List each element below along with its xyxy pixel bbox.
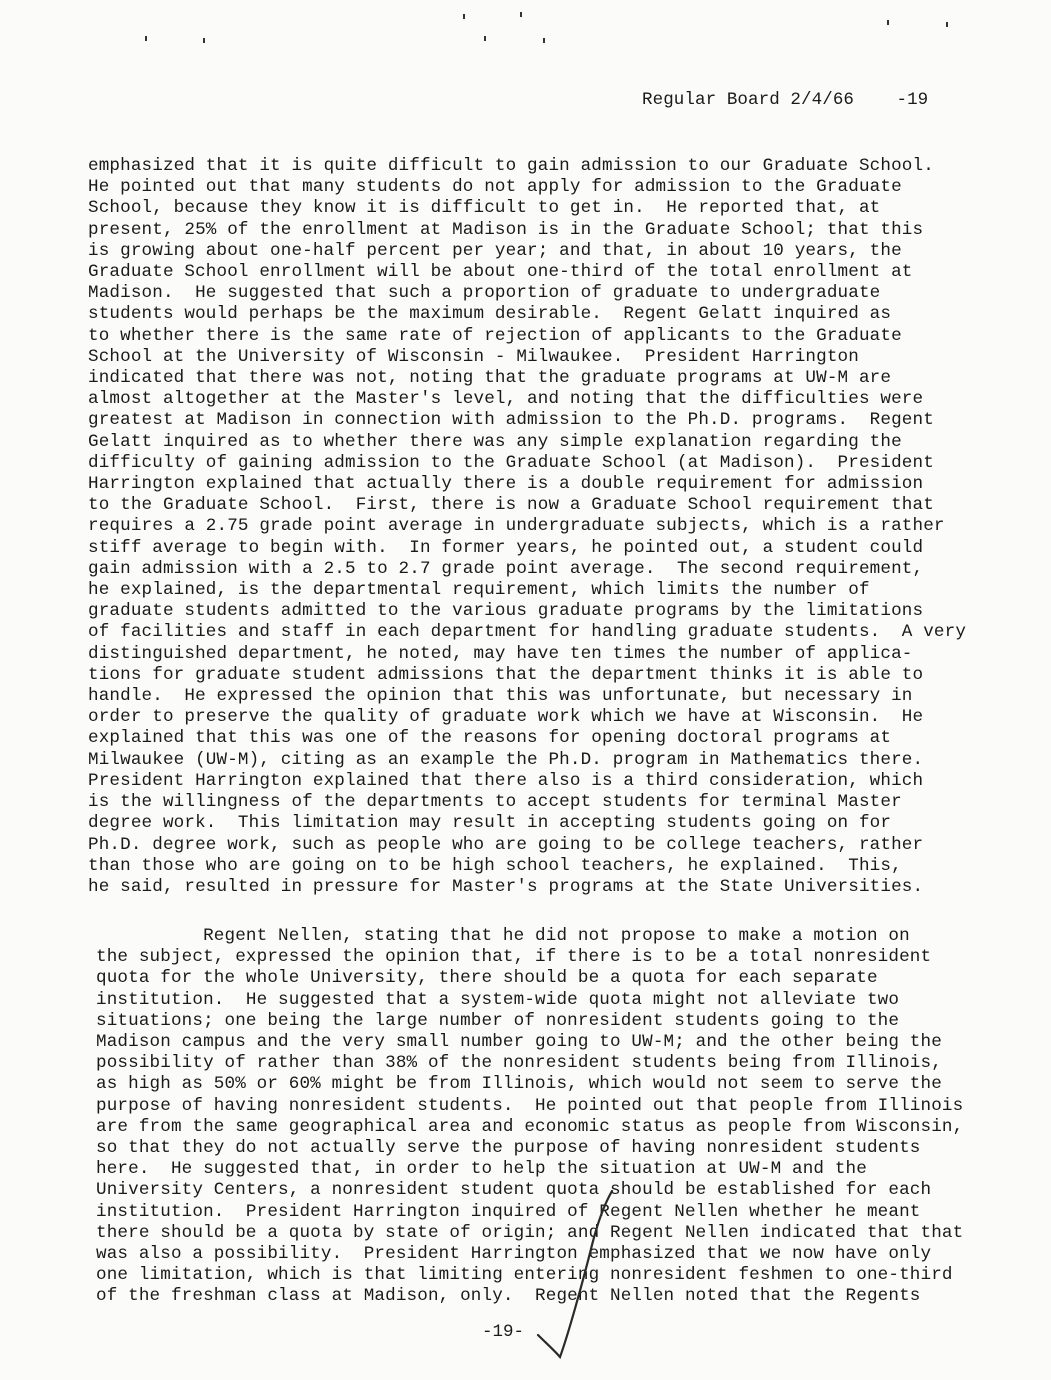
text-line: purpose of having nonresident students. He pointed out that people from Illinois <box>96 1095 964 1116</box>
text-line: distinguished department, he noted, may have ten times the number of applica- <box>88 643 913 664</box>
text-line: School at the University of Wisconsin - Milwaukee. President Harrington <box>88 346 859 367</box>
text-line: gain admission with a 2.5 to 2.7 grade point average. The second requirement, <box>88 558 924 579</box>
scan-speck <box>520 12 522 17</box>
text-line: graduate students admitted to the various graduate programs by the limitations <box>88 601 924 622</box>
header-title: Regular Board 2/4/66 <box>642 90 855 110</box>
text-line: Gelatt inquired as to whether there was any simple explanation regarding the <box>88 431 902 452</box>
header-page-ref: -19 <box>896 90 929 110</box>
text-line: to whether there is the same rate of rejection of applicants to the Graduate <box>88 325 902 346</box>
text-line: Harrington explained that actually there is a double requirement for admission <box>88 474 924 495</box>
text-line: Milwaukee (UW-M), citing as an example the Ph.D. program in Mathematics there. <box>88 749 924 770</box>
text-line: there should be a quota by state of origin; and Regent Nellen indicated that that <box>96 1222 964 1243</box>
text-line: students would perhaps be the maximum desirable. Regent Gelatt inquired as <box>88 304 892 325</box>
scan-speck <box>203 38 205 43</box>
scan-speck <box>946 22 948 27</box>
text-line: institution. He suggested that a system-wide quota might not alleviate two <box>96 989 900 1010</box>
text-line: explained that this was one of the reasons for opening doctoral programs at <box>88 728 892 749</box>
text-line: he said, resulted in pressure for Master's programs at the State Universities. <box>88 876 924 897</box>
text-line: Regent Nellen, stating that he did not propose to make a motion on <box>96 926 910 946</box>
page-header <box>642 90 928 110</box>
text-line: School, because they know it is difficult to get in. He reported that, at <box>88 198 881 219</box>
text-line: greatest at Madison in connection with admission to the Ph.D. programs. Regent <box>88 410 934 431</box>
text-line: than those who are going on to be high school teachers, he explained. This, <box>88 855 902 876</box>
scan-speck <box>145 36 147 41</box>
text-line: requires a 2.75 grade point average in undergraduate subjects, which is a rather <box>88 516 945 537</box>
text-line: Ph.D. degree work, such as people who are going to be college teachers, rather <box>88 834 924 855</box>
handwritten-checkmark <box>520 1185 640 1365</box>
page-number: -19- <box>482 1322 525 1342</box>
paragraph-1 <box>88 156 978 898</box>
text-line: present, 25% of the enrollment at Madison is in the Graduate School; that this <box>88 219 924 240</box>
text-line: here. He suggested that, in order to help the situation at UW-M and the <box>96 1159 867 1180</box>
text-line: Graduate School enrollment will be about one-third of the total enrollment at <box>88 262 913 283</box>
scan-speck <box>887 20 889 25</box>
text-line: so that they do not actually serve the purpose of having nonresident students <box>96 1138 921 1159</box>
text-line: institution. President Harrington inquired of Regent Nellen whether he meant <box>96 1201 921 1222</box>
text-line: to the Graduate School. First, there is now a Graduate School requirement that <box>88 495 934 516</box>
text-line: difficulty of gaining admission to the Graduate School (at Madison). President <box>88 452 934 473</box>
text-line: is growing about one-half percent per year; and that, in about 10 years, the <box>88 240 902 261</box>
text-line: Madison campus and the very small number going to UW-M; and the other being the <box>96 1032 942 1053</box>
text-line: is the willingness of the departments to accept students for terminal Master <box>88 792 902 813</box>
text-line: President Harrington explained that there also is a third consideration, which <box>88 770 924 791</box>
text-line: University Centers, a nonresident student quota should be established for each <box>96 1180 932 1201</box>
text-line: emphasized that it is quite difficult to gain admission to our Graduate School. <box>88 156 934 176</box>
text-line: as high as 50% or 60% might be from Illinois, which would not seem to serve the <box>96 1074 942 1095</box>
scan-speck <box>484 36 486 41</box>
scan-speck <box>463 14 465 19</box>
text-line: the subject, expressed the opinion that, if there is to be a total nonresident <box>96 947 932 968</box>
text-line: of the freshman class at Madison, only. Regent Nellen noted that the Regents <box>96 1286 921 1307</box>
text-line: quota for the whole University, there should be a quota for each separate <box>96 968 878 989</box>
text-line: he explained, is the departmental requirement, which limits the number of <box>88 580 870 601</box>
text-line: indicated that there was not, noting that the graduate programs at UW-M are <box>88 368 892 389</box>
text-line: Madison. He suggested that such a proportion of graduate to undergraduate <box>88 283 881 304</box>
text-line: He pointed out that many students do not apply for admission to the Graduate <box>88 177 902 198</box>
scan-speck <box>543 38 545 43</box>
text-line: order to preserve the quality of graduate work which we have at Wisconsin. He <box>88 707 924 728</box>
text-line: degree work. This limitation may result in accepting students going on for <box>88 813 892 834</box>
text-line: was also a possibility. President Harrington emphasized that we now have only <box>96 1244 932 1265</box>
text-line: stiff average to begin with. In former years, he pointed out, a student could <box>88 537 924 558</box>
text-line: one limitation, which is that limiting entering nonresident feshmen to one-third <box>96 1265 953 1286</box>
text-line: tions for graduate student admissions that the department thinks it is able to <box>88 664 924 685</box>
text-line: handle. He expressed the opinion that this was unfortunate, but necessary in <box>88 686 913 707</box>
text-line: are from the same geographical area and economic status as people from Wisconsin, <box>96 1116 964 1137</box>
text-line: almost altogether at the Master's level, and noting that the difficulties were <box>88 389 924 410</box>
text-line: situations; one being the large number of nonresident students going to the <box>96 1010 900 1031</box>
text-line: of facilities and staff in each department for handling graduate students. A very <box>88 622 967 643</box>
text-line: possibility of rather than 38% of the nonresident students being from Illinois, <box>96 1053 942 1074</box>
